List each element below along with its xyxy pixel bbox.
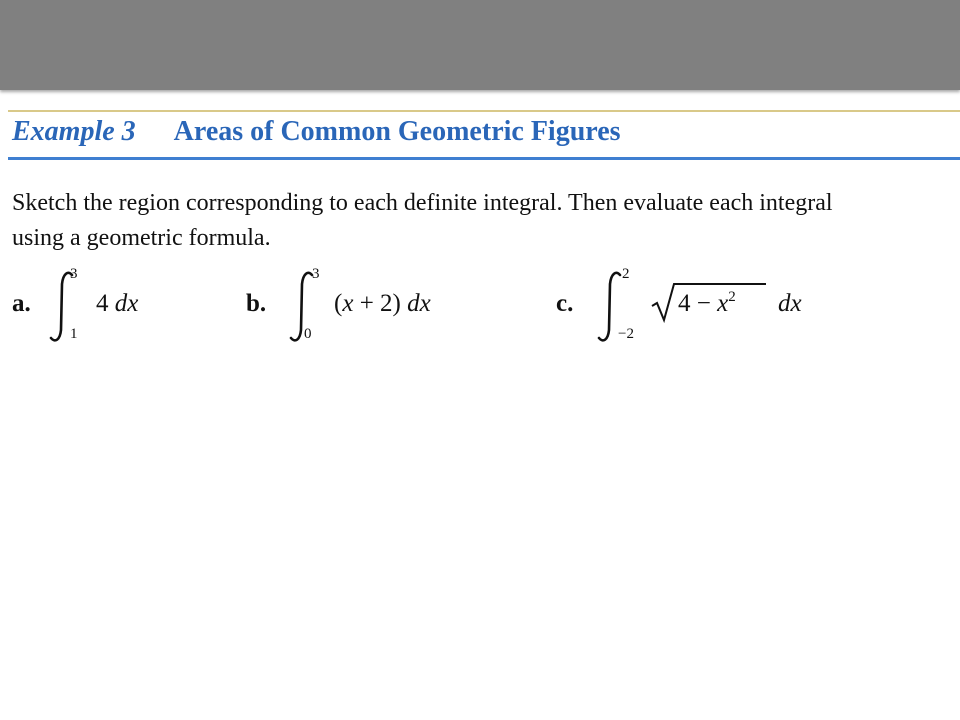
instructions-text — [12, 186, 960, 256]
integrand-open-paren: ( — [334, 290, 343, 317]
upper-limit: 3 — [312, 266, 320, 282]
upper-limit: 2 — [622, 266, 630, 282]
header-top-rule — [8, 110, 960, 112]
lower-limit: 1 — [70, 326, 78, 342]
lower-limit: 0 — [304, 326, 312, 342]
radicand-variable: x — [717, 290, 729, 317]
integrand-variable: x — [342, 290, 354, 317]
instructions-line-1: Sketch the region corresponding to each definite integral. Then evaluate each integral — [12, 190, 833, 216]
integrand-constant: 4 — [96, 290, 109, 317]
integrand — [96, 290, 138, 318]
radicand — [678, 290, 736, 318]
differential: dx — [778, 290, 802, 317]
problem-b — [246, 268, 506, 348]
problem-letter: a. — [12, 290, 31, 317]
radicand-constant: 4 − — [678, 290, 718, 317]
header-underline — [8, 157, 960, 160]
instructions-line-2: using a geometric formula. — [12, 225, 271, 251]
problem-letter: c. — [556, 290, 574, 317]
example-label: Example 3 — [12, 116, 136, 147]
example-heading — [12, 116, 621, 156]
differential: dx — [407, 290, 431, 317]
differential: dx — [114, 290, 139, 317]
top-bar — [0, 0, 960, 90]
problem-a — [12, 268, 192, 348]
radicand-exponent: 2 — [728, 289, 736, 305]
lower-limit: −2 — [618, 326, 634, 342]
problem-c — [556, 268, 836, 348]
upper-limit: 3 — [70, 266, 78, 282]
problem-letter: b. — [246, 290, 267, 317]
example-title: Areas of Common Geometric Figures — [173, 116, 621, 147]
integrand-rest: + 2) — [353, 290, 401, 317]
integrand — [334, 290, 431, 318]
integrand-differential — [778, 290, 802, 318]
